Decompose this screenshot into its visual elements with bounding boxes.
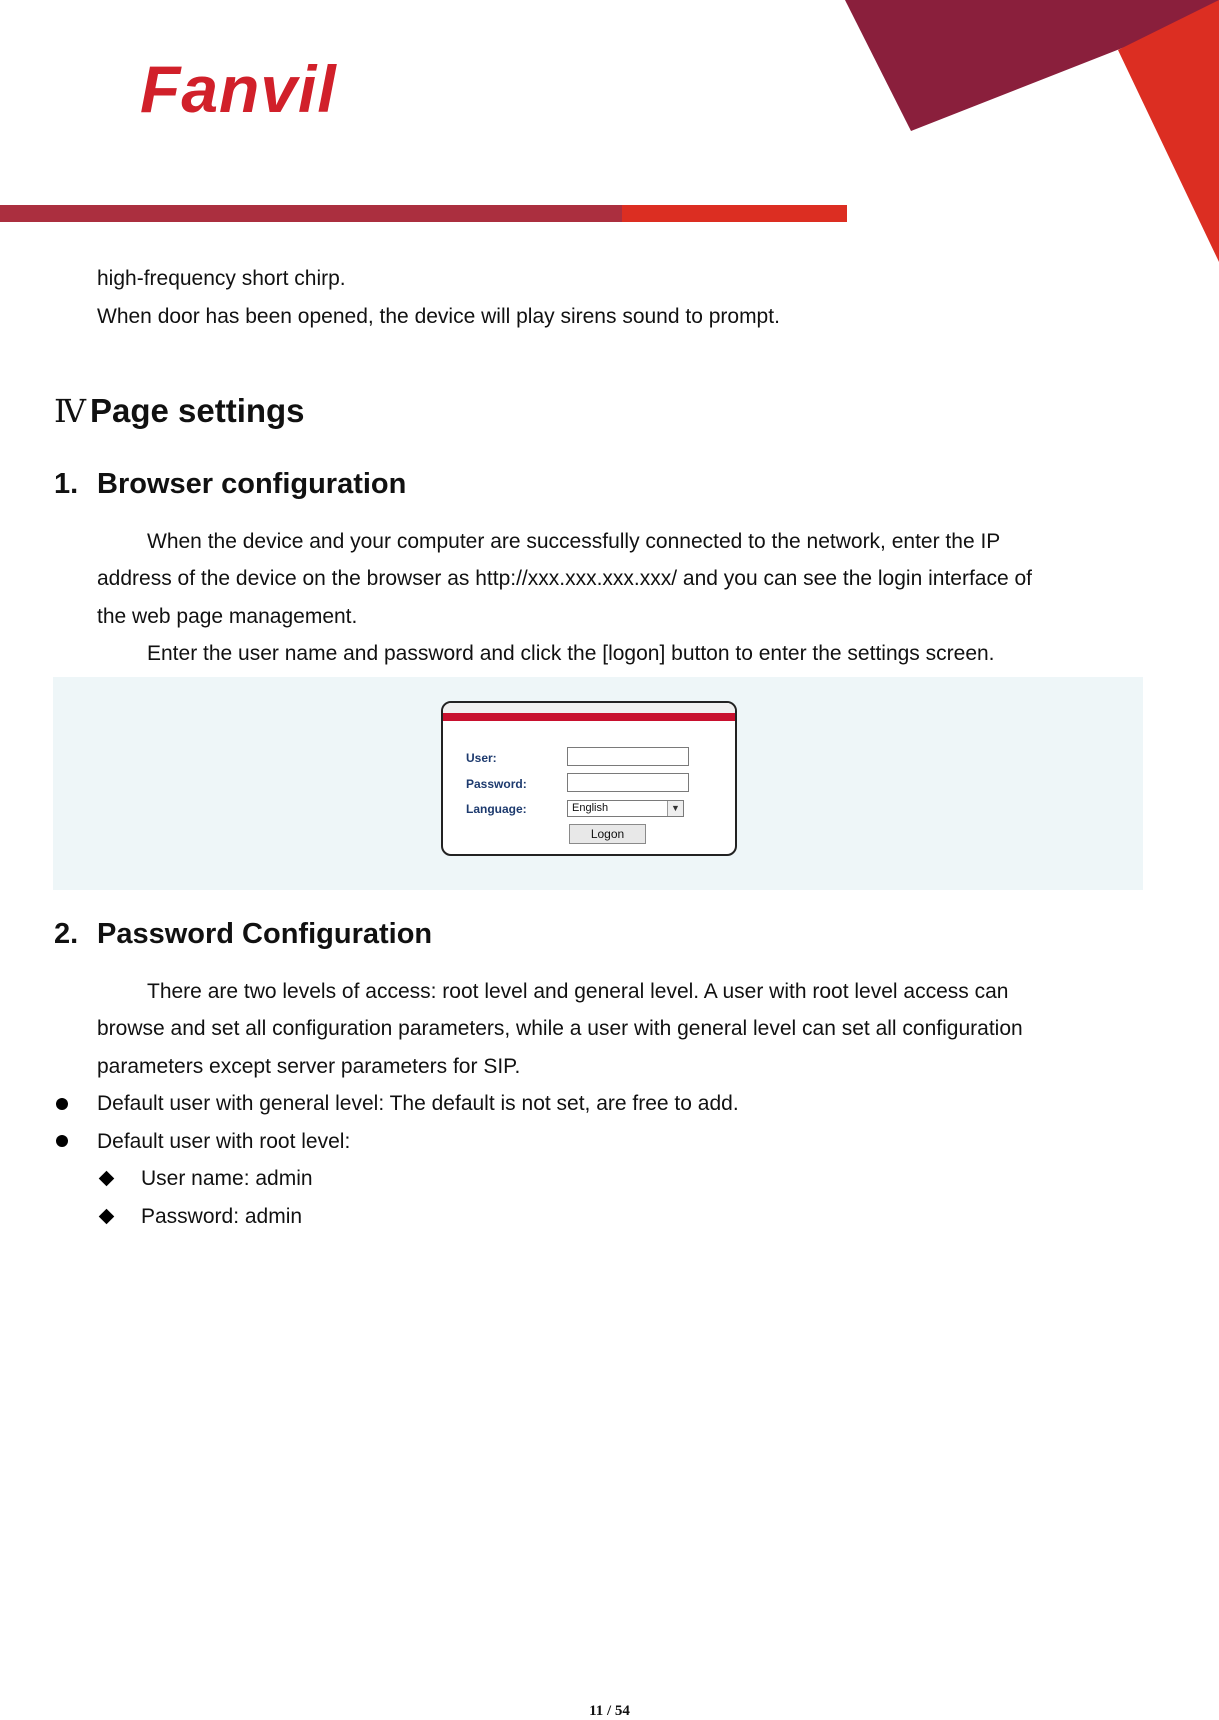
password-config-heading bbox=[54, 918, 432, 951]
password-para-line-2: browse and set all configuration parameters, while a user with general level can set all configuration bbox=[97, 1017, 1023, 1040]
diamond-bullet-icon bbox=[99, 1171, 115, 1187]
browser-config-heading bbox=[54, 468, 406, 501]
browser-para-2: Enter the user name and password and click the [logon] button to enter the settings screen. bbox=[147, 642, 995, 665]
fanvil-logo: Fanvil bbox=[140, 52, 337, 126]
browser-para-line-1: When the device and your computer are successfully connected to the network, enter the IP bbox=[147, 530, 1001, 553]
language-value: English bbox=[572, 802, 609, 814]
bullet-root-user: Default user with root level: bbox=[97, 1130, 351, 1153]
login-header-bar bbox=[443, 703, 735, 721]
user-input[interactable] bbox=[567, 747, 689, 766]
bullet-general-user: Default user with general level: The default is not set, are free to add. bbox=[97, 1092, 739, 1115]
section-roman-numeral: Ⅳ bbox=[54, 392, 86, 430]
header-bar-right bbox=[622, 205, 847, 222]
password-para-line-1: There are two levels of access: root level and general level. A user with root level access can bbox=[147, 980, 1009, 1003]
bullet-icon bbox=[56, 1098, 68, 1110]
password-label: Password: bbox=[466, 777, 527, 791]
intro-line-1: high-frequency short chirp. bbox=[97, 267, 346, 290]
intro-line-2: When door has been opened, the device will play sirens sound to prompt. bbox=[97, 305, 780, 328]
login-form bbox=[441, 701, 737, 856]
browser-config-number: 1. bbox=[54, 468, 79, 500]
root-username: User name: admin bbox=[141, 1167, 313, 1190]
bullet-icon bbox=[56, 1135, 68, 1147]
logon-button[interactable]: Logon bbox=[569, 824, 646, 844]
browser-para-line-3: the web page management. bbox=[97, 605, 358, 628]
root-password: Password: admin bbox=[141, 1205, 303, 1228]
language-select[interactable] bbox=[567, 800, 684, 817]
section-title: Page settings bbox=[89, 392, 305, 429]
chevron-down-icon: ▼ bbox=[667, 801, 683, 816]
page-number: 11 / 54 bbox=[589, 1703, 630, 1719]
language-label: Language: bbox=[466, 802, 527, 816]
browser-config-title: Browser configuration bbox=[97, 468, 407, 500]
password-config-number: 2. bbox=[54, 918, 79, 950]
diamond-bullet-icon bbox=[99, 1209, 115, 1225]
password-input[interactable] bbox=[567, 773, 689, 792]
header-decoration bbox=[0, 0, 1219, 270]
browser-para-line-2: address of the device on the browser as http://xxx.xxx.xxx.xxx/ and you can see the login interface of bbox=[97, 567, 1032, 590]
password-para-line-3: parameters except server parameters for SIP. bbox=[97, 1055, 521, 1078]
password-config-title: Password Configuration bbox=[97, 918, 433, 950]
user-label: User: bbox=[466, 751, 497, 765]
header-bar-left bbox=[0, 205, 622, 222]
section-heading bbox=[54, 392, 305, 430]
